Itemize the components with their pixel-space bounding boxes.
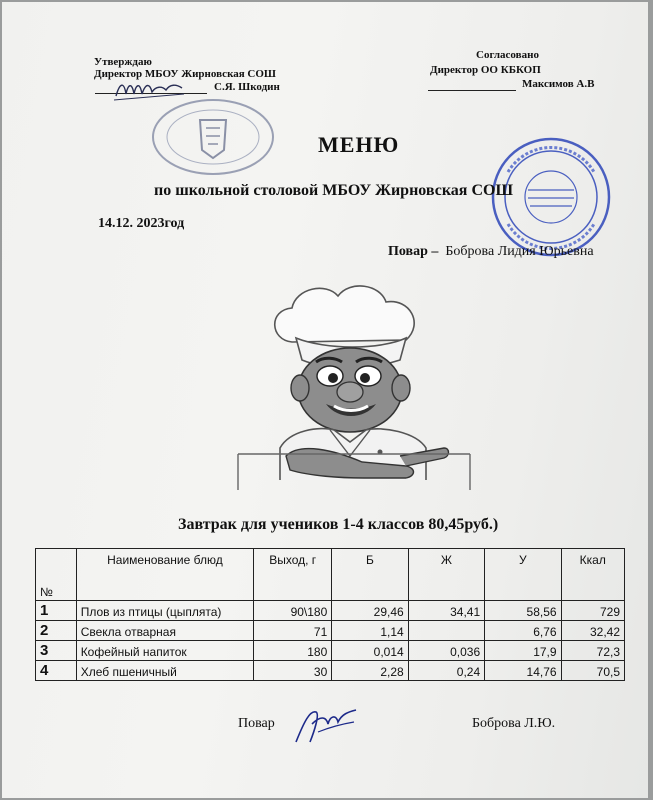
footer-cook-name: Боброва Л.Ю. (472, 716, 556, 731)
page-title: МЕНЮ (318, 132, 400, 157)
row-b: 2,28 (332, 661, 408, 681)
row-output: 71 (254, 621, 332, 641)
approve-signer: С.Я. Шкодин (214, 81, 280, 93)
row-output: 180 (254, 641, 332, 661)
row-output: 30 (254, 661, 332, 681)
table-row (36, 601, 625, 621)
row-u: 58,56 (485, 601, 561, 621)
cook-label: Повар – (388, 244, 439, 259)
approve-line2: Директор МБОУ Жирновская СОШ (94, 68, 277, 80)
row-name: Хлеб пшеничный (76, 661, 253, 681)
row-output: 90\180 (254, 601, 332, 621)
row-b: 0,014 (332, 641, 408, 661)
menu-table (35, 548, 625, 681)
row-zh (408, 621, 484, 641)
cook-line (388, 244, 594, 260)
menu-date: 14.12. 2023год (98, 216, 185, 231)
row-no: 1 (36, 601, 77, 621)
row-u: 14,76 (485, 661, 561, 681)
header-output: Выход, г (254, 549, 332, 601)
row-zh: 0,036 (408, 641, 484, 661)
row-name: Свекла отварная (76, 621, 253, 641)
header-no: № (36, 549, 77, 601)
row-kcal: 72,3 (561, 641, 624, 661)
header-zh: Ж (408, 549, 484, 601)
chef-illustration-icon (230, 280, 478, 492)
table-row (36, 661, 625, 681)
school-stamp-icon (150, 98, 276, 176)
row-name: Кофейный напиток (76, 641, 253, 661)
header-u: У (485, 549, 561, 601)
header-kcal: Ккал (561, 549, 624, 601)
table-header-row (36, 549, 625, 601)
row-u: 17,9 (485, 641, 561, 661)
approve-line1: Утверждаю (94, 56, 152, 68)
row-kcal: 70,5 (561, 661, 624, 681)
agree-signer: Максимов А.В (522, 78, 595, 90)
header-name: Наименование блюд (76, 549, 253, 601)
row-b: 29,46 (332, 601, 408, 621)
row-u: 6,76 (485, 621, 561, 641)
document-sheet (2, 2, 648, 798)
row-name: Плов из птицы (цыплята) (76, 601, 253, 621)
row-no: 4 (36, 661, 77, 681)
meal-title: Завтрак для учеников 1-4 классов 80,45руб.) (178, 516, 499, 533)
row-kcal: 32,42 (561, 621, 624, 641)
row-zh: 0,24 (408, 661, 484, 681)
agree-signature-line (428, 90, 516, 91)
row-zh: 34,41 (408, 601, 484, 621)
table-row (36, 641, 625, 661)
header-b: Б (332, 549, 408, 601)
row-b: 1,14 (332, 621, 408, 641)
row-no: 3 (36, 641, 77, 661)
agree-line1: Согласовано (476, 49, 539, 61)
row-kcal: 729 (561, 601, 624, 621)
cook-signature (290, 702, 362, 750)
table-row (36, 621, 625, 641)
agree-line2: Директор ОО КБКОП (430, 64, 541, 76)
row-no: 2 (36, 621, 77, 641)
cook-name: Боброва Лидия Юрьевна (445, 244, 594, 259)
footer-cook-label: Повар (238, 716, 275, 731)
page-subtitle: по школьной столовой МБОУ Жирновская СОШ (154, 182, 514, 199)
